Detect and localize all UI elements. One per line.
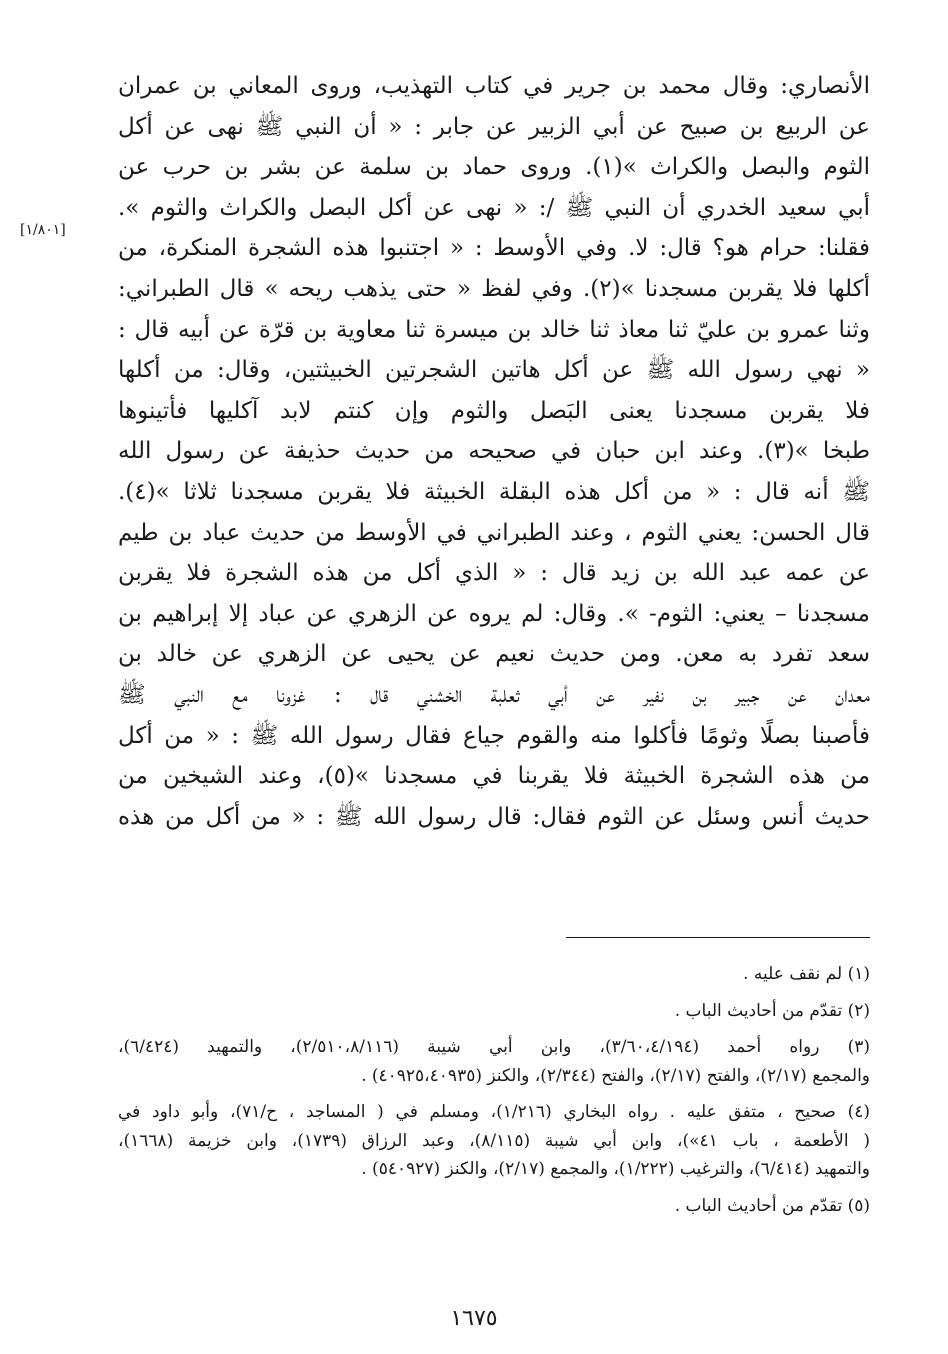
text-line: طبخا »(٣). وعند ابن حبان في صحيحه من حديث حذيفة عن رسول الله [118,438,870,465]
footnote-line: والتمهيد (٦/٤١٤)، والترغيب (١/٢٢٢)، والمجمع (٢/١٧)، والكنز (٥٤٠٩٢٧) . [361,1159,870,1179]
footnote-line: والمجمع (٢/١٧)، والفتح (٢/١٧)، والفتح (٢/٣٤٤)، والكنز (٤٠٩٢٥،٤٠٩٣٥) . [361,1065,870,1086]
footnote-line: (٥) تقدّم من أحاديث الباب . [674,1195,870,1216]
footnote-line: (٤) صحيح ، متفق عليه . رواه البخاري (١/٢١٦)، ومسلم في ( المساجد ، ح/٧١)، وأبو داود في [118,1102,870,1122]
text-line: فلا يقربن مسجدنا يعنى البَصل والثوم وإن كنتم لابد آكليها فأتينوها [118,397,870,424]
footnote-line: (٢) تقدّم من أحاديث الباب . [674,1000,870,1021]
footnote-line: ( الأطعمة ، باب ٤١»)، وابن أبي شيبة (٨/١١٥)، وعبد الرزاق (١٧٣٩)، وابن خزيمة (١٦٦٨)، [118,1130,870,1151]
text-line: من هذه الشجرة الخبيثة فلا يقربنا في مسجدنا »(٥)، وعند الشيخين من [118,763,870,790]
text-line: فقلنا: حرام هو؟ قال: لا. وفي الأوسط : « اجتنبوا هذه الشجرة المنكرة، من [118,235,870,262]
text-line: فأصبنا بصلًا وثومًا فأكلوا منه والقوم جياع فقال رسول الله ﷺ : « من أكل [118,722,870,749]
footnote-line: (٣) رواه أحمد (٣/٦٠،٤/١٩٤)، وابن أبي شيبة (٢/٥١٠،٨/١١٦)، والتمهيد (٦/٤٢٤)، [118,1037,870,1057]
text-line: قال الحسن: يعني الثوم ، وعند الطبراني في الأوسط من حديث عباد بن طيم [118,519,870,546]
text-line: « نهي رسول الله ﷺ عن أكل هاتين الشجرتين الخبيثتين، وقال: من أكلها [118,357,870,384]
text-line: الأنصاري: وقال محمد بن جرير في كتاب التهذيب، وروى المعاني بن عمران [118,73,870,99]
footnote [118,1192,870,1221]
page-number: ١٦٧٥ [450,1306,498,1331]
text-line: الثوم والبصل والكراث »(١). وروى حماد بن سلمة عن بشر بن حرب عن [118,154,870,181]
text-line: أبي سعيد الخدري أن النبي ﷺ /: « نهى عن أكل البصل والكراث والثوم ». [118,194,870,221]
footnote [118,1033,870,1090]
footnote-line: (١) لم نقف عليه . [743,964,870,984]
main-text [118,66,870,837]
text-line: مسجدنا – يعني: الثوم- ». وقال: لم يروه عن الزهري عن عباد إلا إبراهيم بن [118,600,870,627]
footnote [118,997,870,1026]
text-line: حديث أنس وسئل عن الثوم فقال: قال رسول الله ﷺ : « من أكل من هذه [118,803,870,830]
footnote [118,1098,870,1184]
text-line: ﷺ أنه قال : « من أكل هذه البقلة الخبيثة فلا يقربن مسجدنا ثلاثا »(٤). [118,478,870,505]
text-line: عن عمه عبد الله بن زيد قال : « الذي أكل من هذه الشجرة فلا يقربن [118,560,870,587]
text-line: وثنا عمرو بن عليّ ثنا معاذ ثنا خالد بن ميسرة ثنا معاوية بن قرّة عن أبيه قال : [118,316,870,343]
footnotes [118,960,870,1220]
footnote-divider [566,937,870,938]
text-line: عن الربيع بن صبيح عن أبي الزبير عن جابر : « أن النبي ﷺ نهى عن أكل [118,113,870,140]
text-line: معدان عن جبير بن نفير عن أبي ثعلبة الخشني قال : غزونا مع النبي ﷺ [118,681,870,708]
margin-reference: [١/٨٠١] [20,222,66,238]
text-line: أكلها فلا يقربن مسجدنا »(٢). وفي لفظ « حتى يذهب ريحه » قال الطبراني: [118,275,870,302]
text-line: سعد تفرد به معن. ومن حديث نعيم عن يحيى عن الزهري عن خالد بن [118,641,870,668]
footnote [118,960,870,989]
